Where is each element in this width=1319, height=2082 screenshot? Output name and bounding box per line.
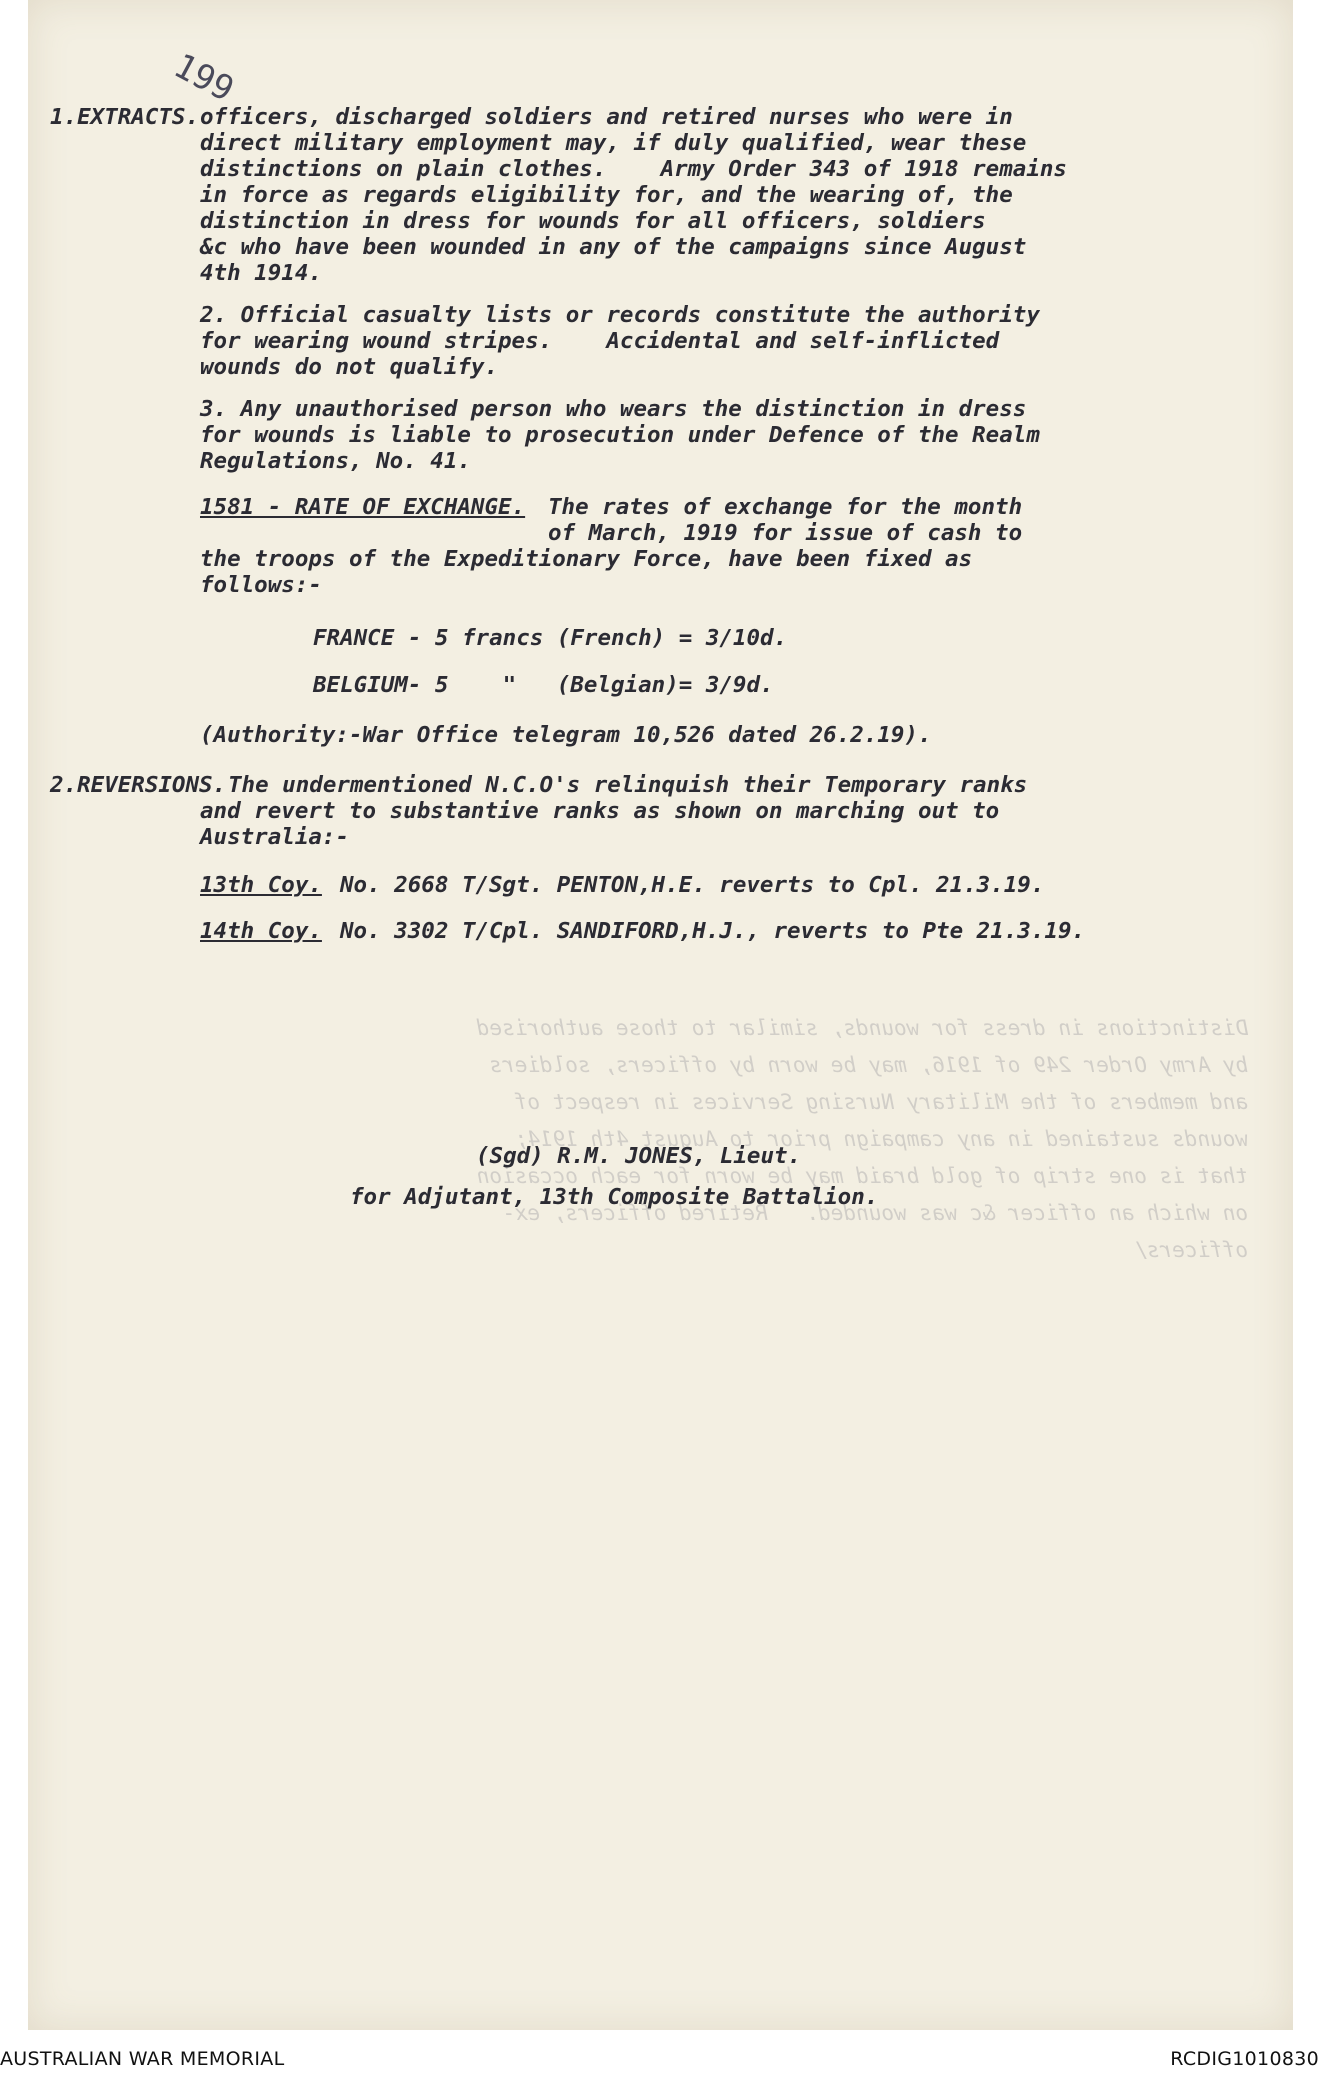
exchange-line-3: the troops of the Expeditionary Force, have been fixed as <box>200 546 973 572</box>
section2-intro-line-2: and revert to substantive ranks as shown on marching out to <box>200 798 1000 824</box>
section1-line-6: &c who have been wounded in any of the campaigns since August <box>200 234 1027 260</box>
para2-line-2: for wearing wound stripes. Accidental and self-inflicted <box>200 328 1000 354</box>
section1-line-2: direct military employment may, if duly qualified, wear these <box>200 130 1027 156</box>
exchange-line-2: of March, 1919 for issue of cash to <box>548 520 1023 546</box>
section1-line-3: distinctions on plain clothes. Army Order 343 of 1918 remains <box>200 156 1067 182</box>
document-page <box>28 0 1293 2030</box>
para3-line-2: for wounds is liable to prosecution under Defence of the Realm <box>200 422 1040 448</box>
signature-line-1: (Sgd) R.M. JONES, Lieut. <box>476 1143 802 1169</box>
section1-line-5: distinction in dress for wounds for all officers, soldiers <box>200 208 986 234</box>
reversion-company-2: 14th Coy. <box>200 918 322 944</box>
reversion-detail-2: No. 3302 T/Cpl. SANDIFORD,H.J., reverts to Pte 21.3.19. <box>340 918 1086 944</box>
exchange-heading: 1581 - RATE OF EXCHANGE. <box>200 494 526 520</box>
section1-line-4: in force as regards eligibility for, and the wearing of, the <box>200 182 1013 208</box>
reversion-detail-1: No. 2668 T/Sgt. PENTON,H.E. reverts to Cpl. 21.3.19. <box>340 872 1045 898</box>
rate-belgium: BELGIUM- 5 " (Belgian)= 3/9d. <box>313 672 774 698</box>
section1-heading: 1.EXTRACTS. <box>50 104 200 130</box>
rate-france: FRANCE - 5 francs (French) = 3/10d. <box>313 625 788 651</box>
section2-intro-line-3: Australia:- <box>200 824 350 850</box>
signature-line-2: for Adjutant, 13th Composite Battalion. <box>350 1184 879 1210</box>
exchange-line-4: follows:- <box>200 572 322 598</box>
section2-heading: 2.REVERSIONS. <box>50 772 227 798</box>
reversion-company-1: 13th Coy. <box>200 872 322 898</box>
footer-right: RCDIG1010830 <box>1170 2048 1319 2070</box>
exchange-line-1: The rates of exchange for the month <box>548 494 1023 520</box>
folio-number: 199 <box>167 45 241 111</box>
section1-line-1: officers, discharged soldiers and retired nurses who were in <box>200 104 1013 130</box>
section1-line-7: 4th 1914. <box>200 260 322 286</box>
footer-left: AUSTRALIAN WAR MEMORIAL <box>0 2048 285 2070</box>
para3-line-1: 3. Any unauthorised person who wears the distinction in dress <box>200 396 1027 422</box>
para2-line-3: wounds do not qualify. <box>200 354 499 380</box>
para2-line-1: 2. Official casualty lists or records constitute the authority <box>200 302 1040 328</box>
exchange-authority: (Authority:-War Office telegram 10,526 dated 26.2.19). <box>200 722 932 748</box>
para3-line-3: Regulations, No. 41. <box>200 448 471 474</box>
section2-intro-line-1: The undermentioned N.C.O's relinquish their Temporary ranks <box>228 772 1028 798</box>
reverse-side-bleed-through: Distinctions in dress for wounds, similar to those authorised by Army Order 249 of 1916, may be worn by officers, soldiers and members of the Military Nursing Services in respect of wounds sustained in any campaign prior to August 4th 1914; that is one strip of gold braid may be worn for each occasion on which an officer &c was wounded. Retired officers, ex- officers/ <box>476 1016 1248 1262</box>
